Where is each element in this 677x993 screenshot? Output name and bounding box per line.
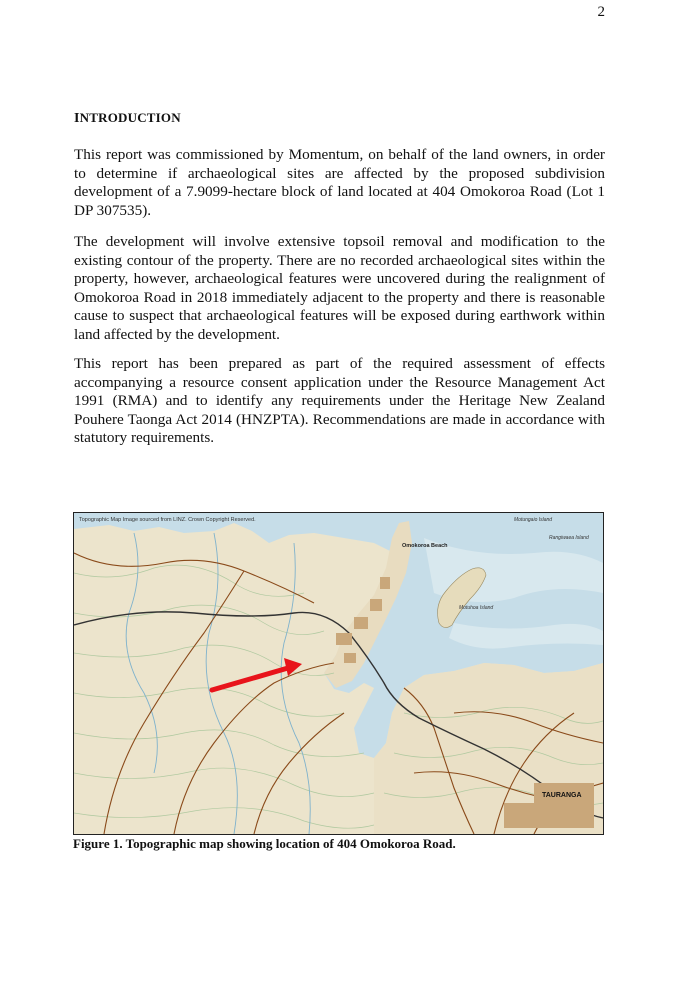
map-label-omokoroa-beach: Omokoroa Beach	[402, 543, 448, 549]
intro-paragraph-3: This report has been prepared as part of the required assessment of effects accompanying a resource consent application under the Resource Management Act 1991 (RMA) and to identify any requirements under the Heritage New Zealand Pouhere Taonga Act 2014 (HNZPTA). Recommendations are made in accordance with statutory requirements.	[74, 355, 605, 447]
section-heading	[74, 110, 181, 127]
map-label-rangiwaea-island: Rangiwaea Island	[549, 535, 589, 541]
page-number: 2	[597, 4, 605, 20]
intro-paragraph-1: This report was commissioned by Momentum, on behalf of the land owners, in order to determine if archaeological sites are affected by the proposed subdivision development of a 7.9099-hectare block of land located at 404 Omokoroa Road (Lot 1 DP 307535).	[74, 146, 605, 219]
intro-paragraph-2: The development will involve extensive topsoil removal and modification to the existing contour of the property. There are no recorded archaeological sites within the property, however, archaeological features were uncovered during the realignment of Omokoroa Road in 2018 immediately adjacent to the property and there is reasonable cause to suspect that archaeological features will be exposed during earthwork within land affected by the development.	[74, 233, 605, 343]
map-label-matakana: Motungaio Island	[514, 517, 553, 523]
topographic-map	[73, 512, 604, 835]
map-label-motuhoa-island: Motuhoa Island	[459, 605, 494, 611]
figure-caption: Figure 1. Topographic map showing location of 404 Omokoroa Road.	[73, 836, 456, 851]
heading-initial: I	[74, 111, 80, 126]
map-label-tauranga: TAURANGA	[542, 792, 582, 799]
heading-rest: NTRODUCTION	[79, 110, 181, 125]
map-attribution: Topographic Map Image sourced from LINZ. Crown Copyright Reserved.	[79, 517, 256, 523]
